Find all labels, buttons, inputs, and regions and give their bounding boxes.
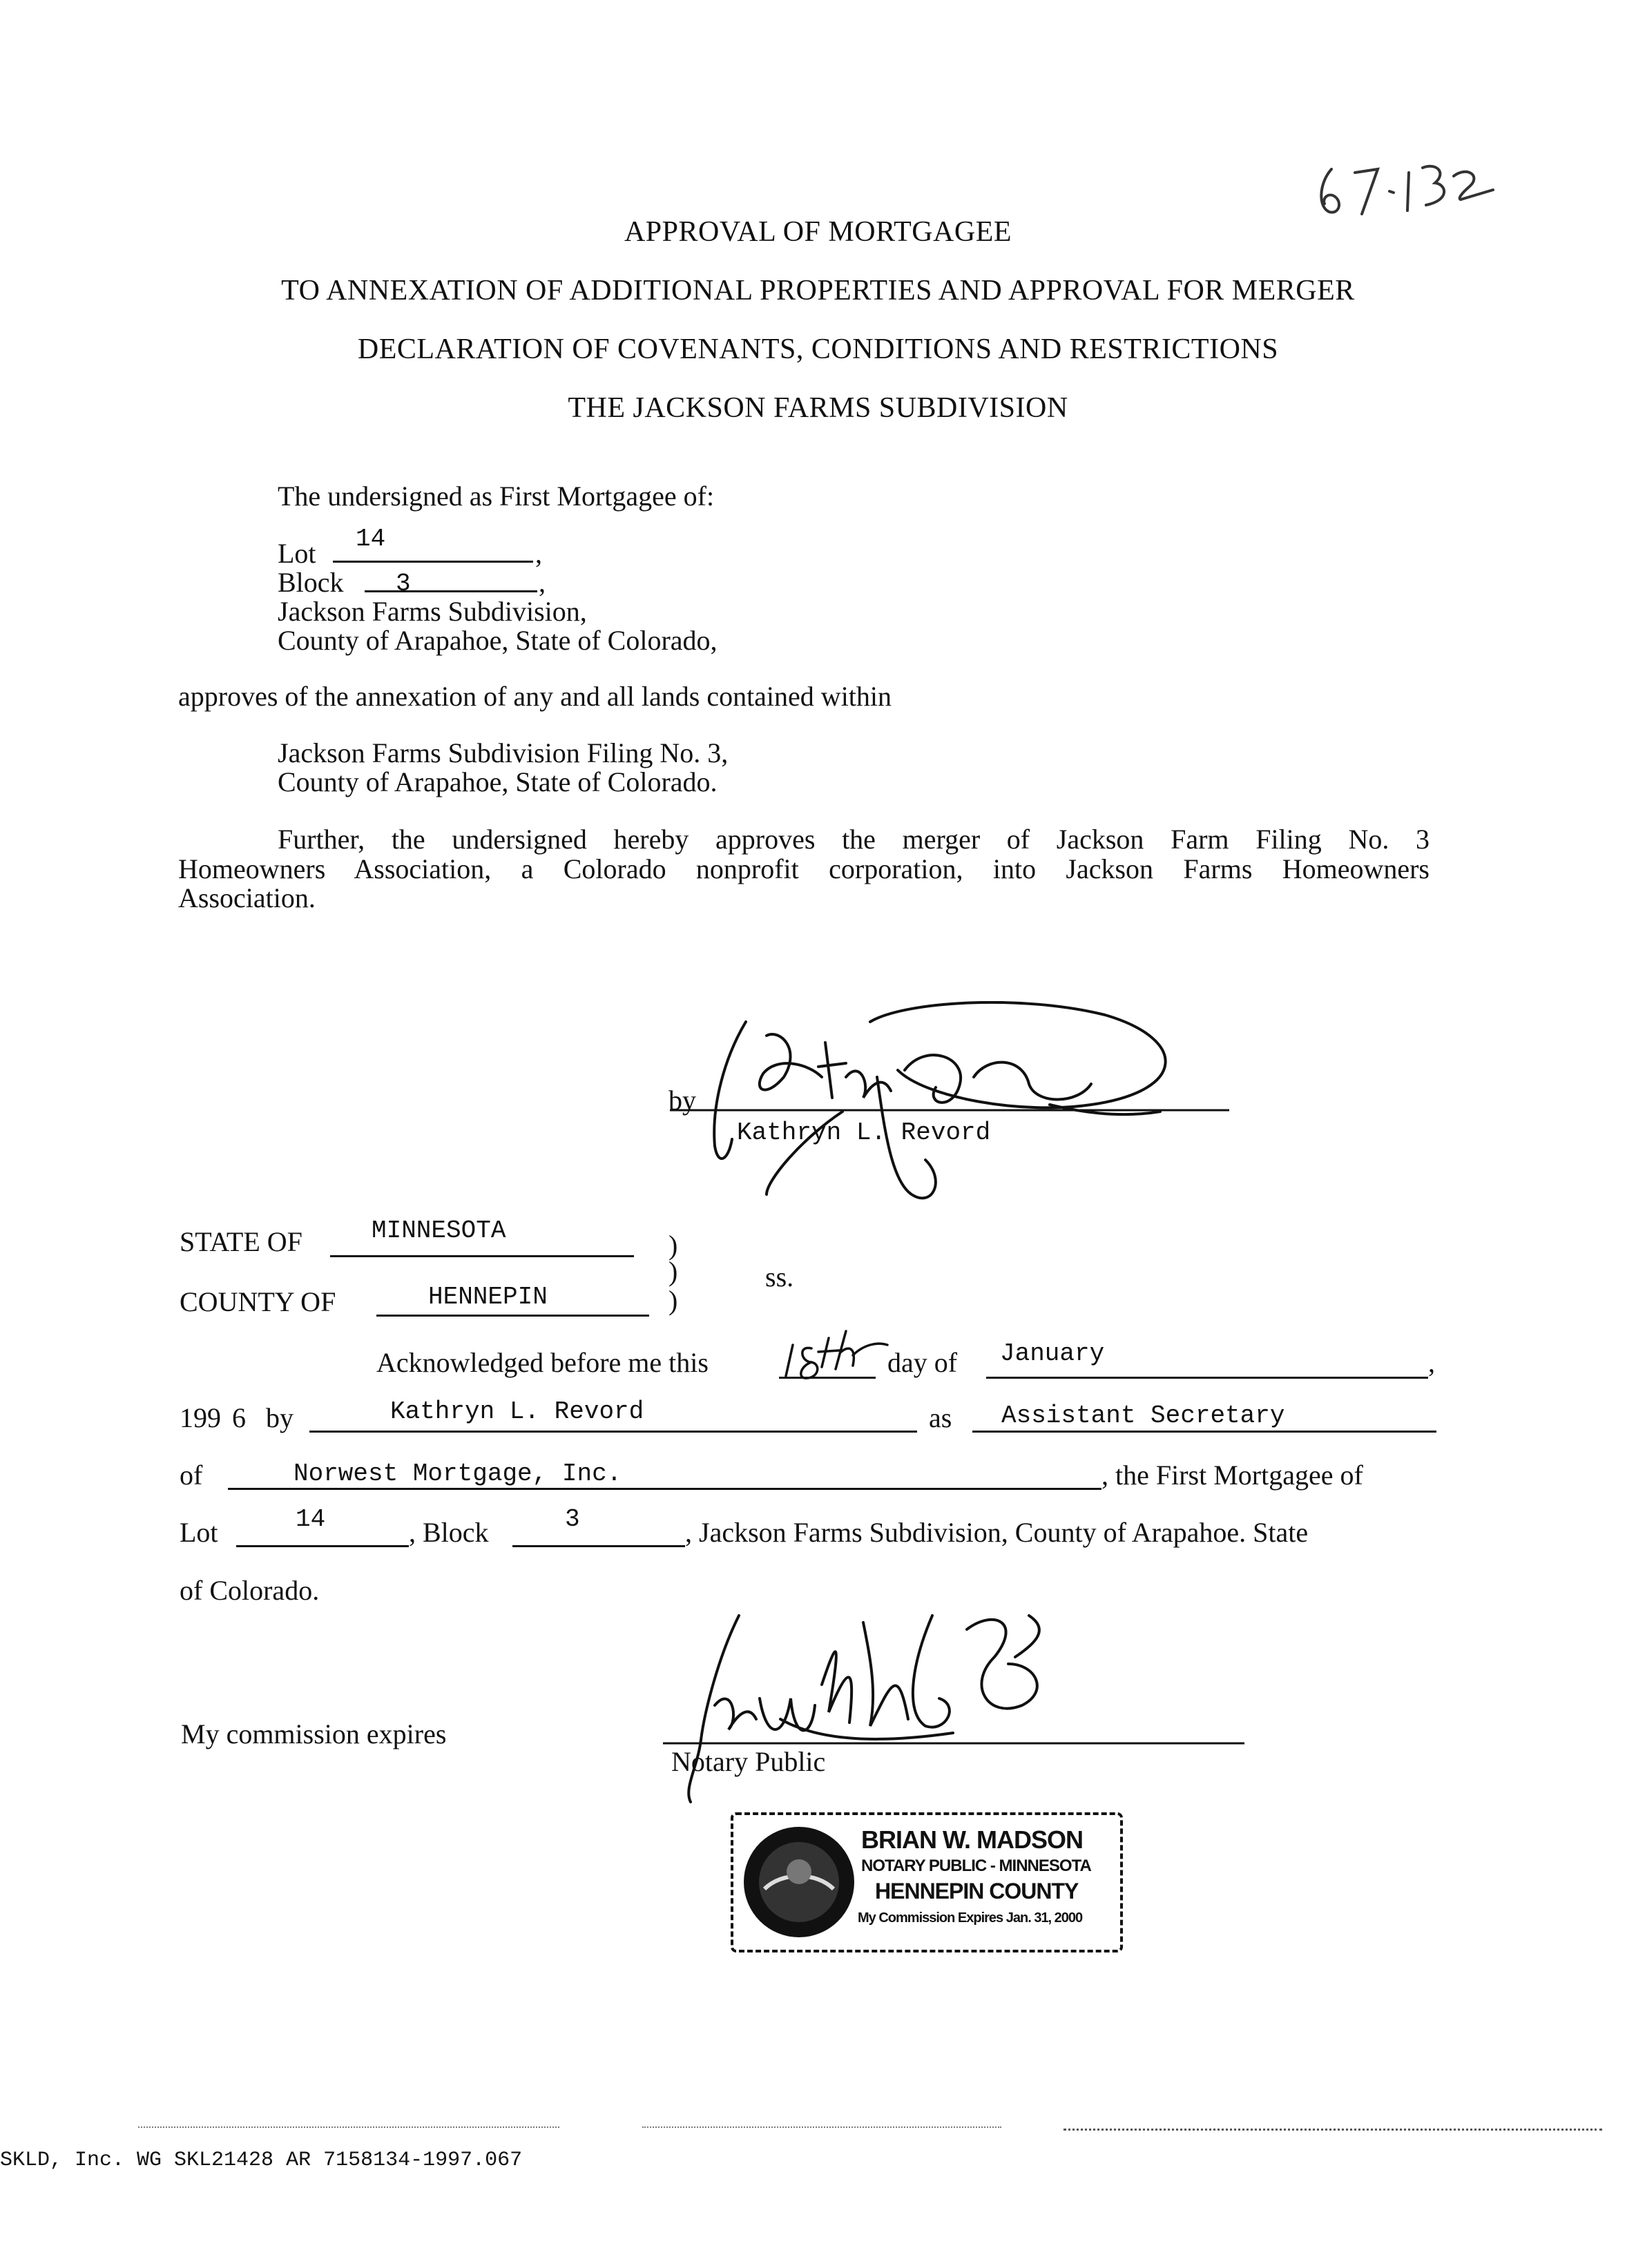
county-paren: ) (668, 1285, 678, 1316)
ack-as-label: as (929, 1402, 952, 1433)
notary-public-label: Notary Public (671, 1746, 826, 1777)
notary-stamp (731, 1812, 1123, 1952)
ack-first-mortgagee-of: , the First Mortgagee of (1101, 1460, 1363, 1491)
state-value[interactable]: MINNESOTA (372, 1217, 506, 1245)
notary-seal-icon (740, 1823, 858, 1941)
handwritten-file-number (1312, 148, 1512, 224)
by-label: by (668, 1085, 696, 1116)
county-value[interactable]: HENNEPIN (428, 1283, 548, 1311)
ack-block-label: , Block (409, 1517, 489, 1548)
lot-label: Lot (278, 538, 316, 569)
county-paren-mid: ) (668, 1256, 678, 1287)
ack-block-underline (512, 1545, 685, 1547)
footer-recording-id: SKLD, Inc. WG SKL21428 AR 7158134-1997.067 (0, 2149, 523, 2172)
annexation-county-state: County of Arapahoe, State of Colorado. (278, 766, 718, 797)
stamp-expires: My Commission Expires Jan. 31, 2000 (858, 1910, 1083, 1926)
lot-value[interactable]: 14 (356, 525, 386, 553)
ack-title[interactable]: Assistant Secretary (1001, 1402, 1285, 1430)
state-paren: ) (668, 1230, 678, 1261)
scan-artifact-line-3 (1064, 2129, 1602, 2131)
intro-text: The undersigned as First Mortgagee of: (278, 481, 715, 512)
ack-tail: , Jackson Farms Subdivision, County of Arapahoe. State (685, 1517, 1309, 1548)
ack-lot-value[interactable]: 14 (296, 1505, 326, 1533)
lot-underline (333, 561, 533, 563)
title-line-4: THE JACKSON FARMS SUBDIVISION (568, 392, 1068, 424)
title-line-3: DECLARATION OF COVENANTS, CONDITIONS AND RESTRICTIONS (357, 333, 1279, 365)
ack-year-prefix: 199 (180, 1402, 221, 1433)
annexation-filing: Jackson Farms Subdivision Filing No. 3, (278, 737, 729, 768)
ack-lot-label: Lot (180, 1517, 218, 1548)
ack-by-label: by (266, 1402, 293, 1433)
county-label: COUNTY OF (180, 1286, 336, 1317)
ack-block-value[interactable]: 3 (565, 1505, 580, 1533)
county-underline (376, 1315, 649, 1317)
ack-month[interactable]: January (1000, 1339, 1105, 1368)
ack-title-underline (972, 1431, 1436, 1433)
block-value[interactable]: 3 (396, 570, 411, 598)
ack-company-underline (228, 1488, 1101, 1490)
merger-line-3: Association. (178, 882, 316, 913)
approves-text: approves of the annexation of any and all lands contained within (178, 681, 892, 712)
block-comma: , (539, 567, 546, 598)
ack-name-underline (309, 1431, 917, 1433)
ack-day-text[interactable] (794, 1346, 796, 1347)
mortgagee-signature (663, 1001, 1229, 1208)
title-line-2: TO ANNEXATION OF ADDITIONAL PROPERTIES AND APPROVAL FOR MERGER (281, 275, 1355, 307)
ack-of-label: of (180, 1460, 203, 1491)
ack-day-handwritten (780, 1324, 891, 1383)
merger-line-2: Homeowners Association, a Colorado nonprofit corporation, into Jackson Farms Homeowners (178, 853, 1430, 884)
scan-artifact-line-1 (138, 2126, 559, 2128)
block-label: Block (278, 567, 344, 598)
block-underline (365, 590, 537, 592)
ack-year-suffix[interactable]: 6 (232, 1402, 246, 1433)
property-county-state: County of Arapahoe, State of Colorado, (278, 625, 718, 656)
ss-label: ss. (765, 1261, 794, 1292)
ack-day-of: day of (887, 1347, 958, 1378)
title-line-1: APPROVAL OF MORTGAGEE (624, 216, 1012, 248)
signer-name: Kathryn L. Revord (737, 1118, 991, 1147)
ack-tail-2: of Colorado. (180, 1575, 320, 1606)
commission-label: My commission expires (181, 1718, 447, 1750)
ack-lot-underline (236, 1545, 409, 1547)
ack-company[interactable]: Norwest Mortgage, Inc. (293, 1460, 622, 1488)
scan-artifact-line-2 (642, 2126, 1001, 2128)
stamp-line-2: NOTARY PUBLIC - MINNESOTA (861, 1857, 1091, 1875)
stamp-county: HENNEPIN COUNTY (875, 1879, 1079, 1903)
merger-line-1: Further, the undersigned hereby approves the merger of Jackson Farm Filing No. 3 (278, 824, 1430, 855)
state-label: STATE OF (180, 1226, 302, 1257)
ack-name[interactable]: Kathryn L. Revord (390, 1397, 644, 1426)
state-underline (330, 1255, 634, 1257)
lot-comma: , (535, 538, 542, 569)
file-number-text: 67-132 (1312, 148, 1314, 149)
property-subdivision: Jackson Farms Subdivision, (278, 596, 587, 627)
ack-month-comma: , (1428, 1347, 1435, 1378)
ack-lead: Acknowledged before me this (376, 1347, 709, 1378)
notary-signature (663, 1602, 1257, 1809)
stamp-name: BRIAN W. MADSON (861, 1825, 1083, 1854)
ack-month-underline (986, 1377, 1428, 1379)
